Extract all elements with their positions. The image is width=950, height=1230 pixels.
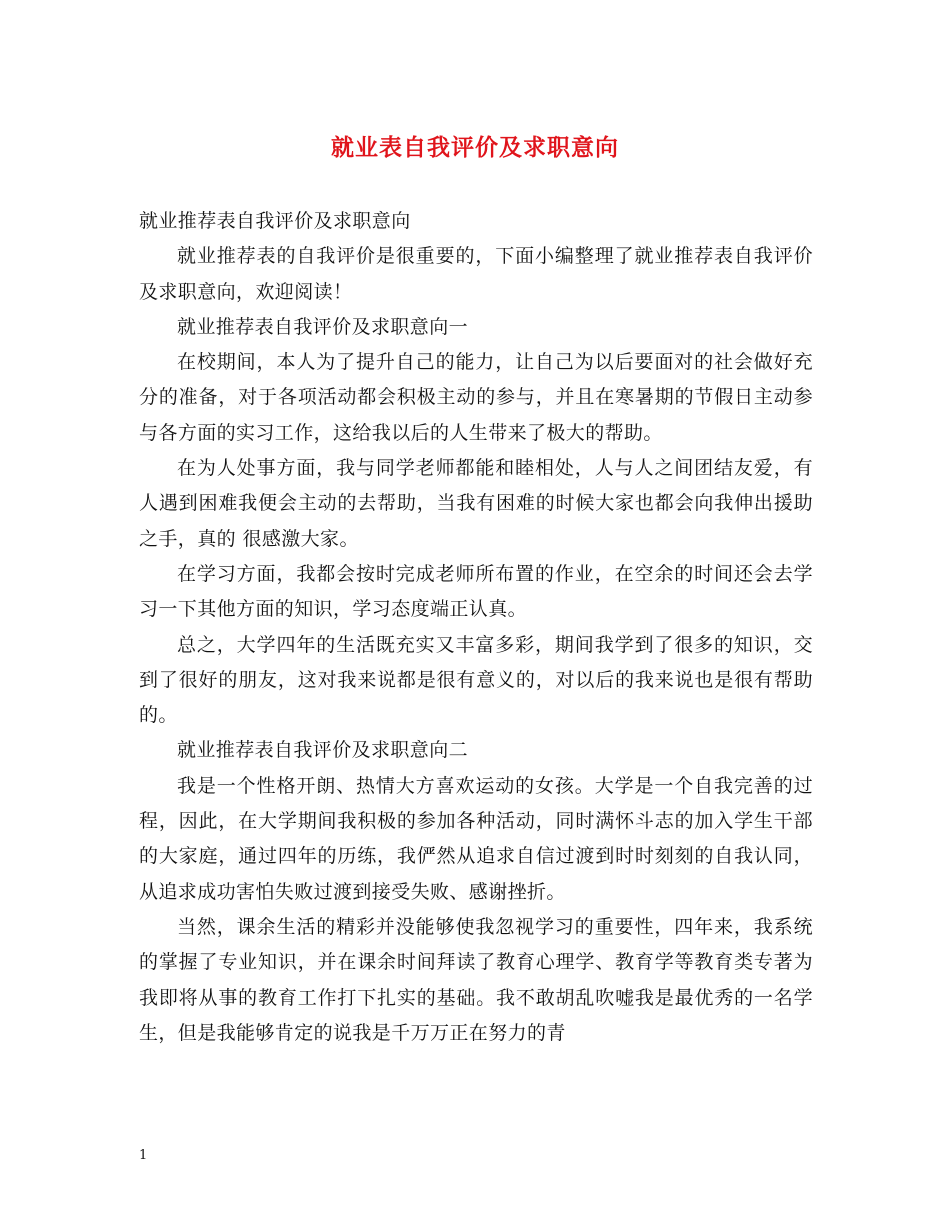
- paragraph: 在学习方面，我都会按时完成老师所布置的作业，在空余的时间还会去学习一下其他方面的知识，学习态度端正认真。: [139, 562, 813, 621]
- paragraph: 就业推荐表的自我评价是很重要的，下面小编整理了就业推荐表自我评价及求职意向，欢迎阅读！: [139, 245, 813, 303]
- page-number: 1: [139, 1148, 148, 1163]
- paragraph: 就业推荐表自我评价及求职意向一: [177, 315, 469, 338]
- document-title: 就业表自我评价及求职意向: [331, 134, 619, 161]
- paragraph: 就业推荐表自我评价及求职意向: [139, 210, 411, 232]
- paragraph: 就业推荐表自我评价及求职意向二: [177, 739, 469, 762]
- document-body: [139, 204, 813, 1051]
- paragraph: 我是一个性格开朗、热情大方喜欢运动的女孩。大学是一个自我完善的过程，因此，在大学期间我积极的参加各种活动，同时满怀斗志的加入学生干部的大家庭，通过四年的历练，我俨然从追求自信过渡到时时刻刻的自我认同，从追求成功害怕失败过渡到接受失败、感谢挫折。: [139, 774, 813, 903]
- paragraph: 当然，课余生活的精彩并没能够使我忽视学习的重要性，四年来，我系统的掌握了专业知识，并在课余时间拜读了教育心理学、教育学等教育类专著为我即将从事的教育工作打下扎实的基础。我不敢胡乱吹嘘我是最优秀的一名学生，但是我能够肯定的说我是千万万正在努力的青: [139, 915, 813, 1044]
- paragraph: 总之，大学四年的生活既充实又丰富多彩，期间我学到了很多的知识，交到了很好的朋友，这对我来说都是很有意义的，对以后的我来说也是很有帮助的。: [139, 633, 813, 727]
- paragraph: 在校期间，本人为了提升自己的能力，让自己为以后要面对的社会做好充分的准备，对于各项活动都会积极主动的参与，并且在寒暑期的节假日主动参与各方面的实习工作，这给我以后的人生带来了极大的帮助。: [139, 351, 813, 444]
- paragraph: 在为人处事方面，我与同学老师都能和睦相处，人与人之间团结友爱，有人遇到困难我便会主动的去帮助，当我有困难的时候大家也都会向我伸出援助之手，真的 很感激大家。: [139, 457, 813, 550]
